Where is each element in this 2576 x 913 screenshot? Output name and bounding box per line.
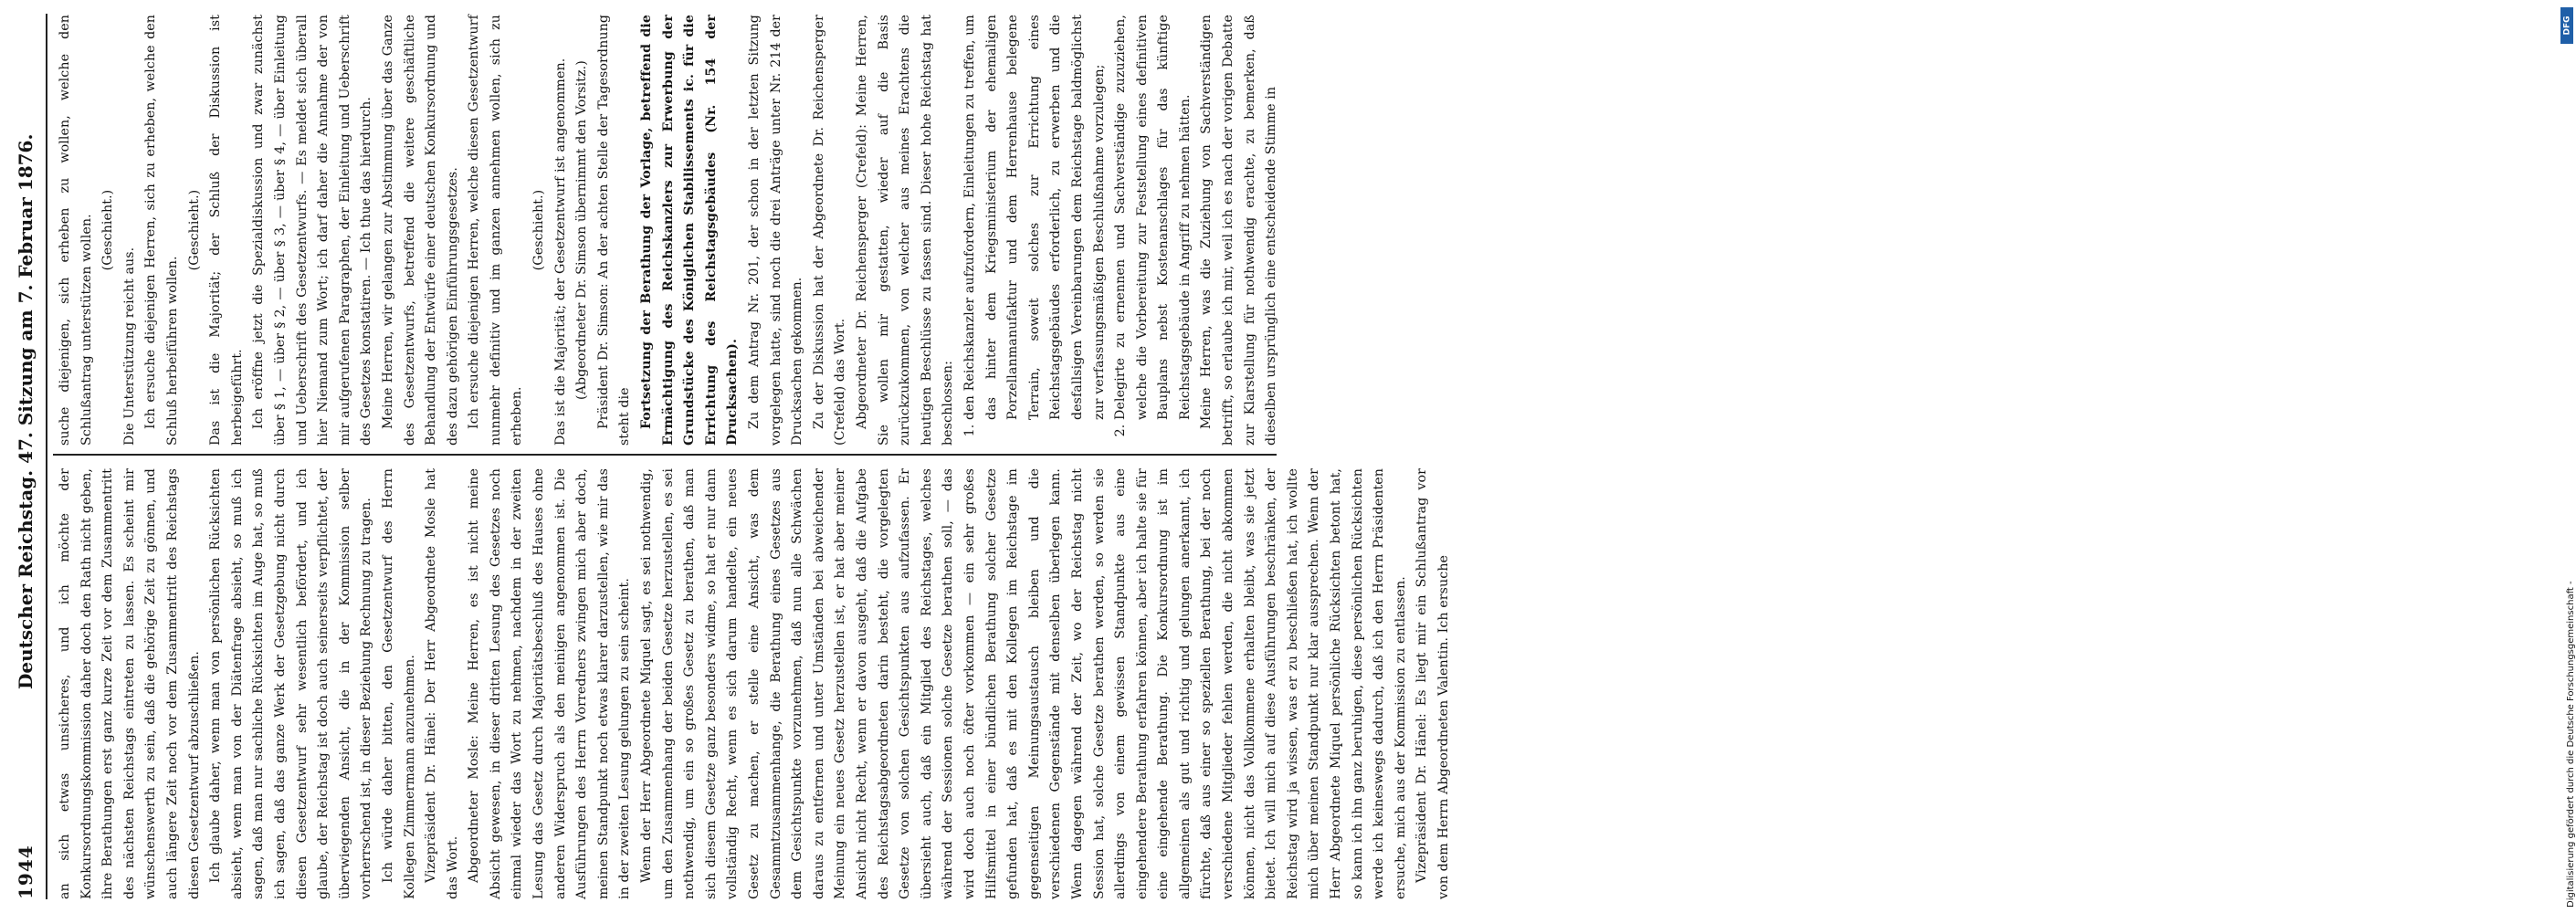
header-rule: [46, 14, 47, 899]
paragraph: an sich etwas unsicheres, und ich möchte der Konkursordnungskommission daher doch den Rath nicht geben, ihre Berathungen erst ganz kurze Zeit vor dem Zusammentritt des nächsten Reichstags eintreten zu lassen. Es scheint mir wünschenswerth zu sein, daß die gehörige Zeit zu gönnen, und auch längere Zeit noch vor dem Zusammentritt des Reichstags diesen Gesetzentwurf abzuschließen.: [58, 468, 202, 899]
stage-direction: (Geschieht.): [531, 189, 547, 271]
page-header: [7, 14, 44, 899]
paragraph: Wenn der Herr Abgeordnete Miquel sagt, es sei nothwendig, um den Zusammenhang der beiden Gesetze herzustellen, es sei nothwendig, um ein so großes Gesetz zu berathen, daß man sich diesem Gesetze ganz besonders widme, so hat er nur dann vollständig Recht, wenn es sich darum handelte, ein neues Gesetz zu machen, er stelle eine Ansicht, was dem Gesammtzusammenhange, die Berathung eines Gesetzes aus dem Gesichtspunkte vorzunehmen, daß nun alle Schwächen daraus zu entfernen und unter Umständen bei abweichender Meinung ein neues Gesetz herzustellen ist, er hat aber meiner Ansicht nicht Recht, wenn er davon ausgeht, daß die Aufgabe des Reichstagsabgeordneten darin besteht, die vorgelegten Gesetze von solchen Gesichtspunkten aus aufzufassen. Er übersieht auch, daß ein Mitglied des Reichstages, welches während der Sessionen solche Gesetze berathen soll, — das wird doch auch noch öfter vorkommen — ein sehr großes Hilfsmittel in einer bündlichen Berathung solcher Gesetze gefunden hat, daß es mit den Kollegen im Reichstage im gegenseitigen Meinungsaustausch bleiben und die verschiedenen Gegenstände mit denselben überlegen kann. Wenn dagegen während der Zeit, wo der Reichstag nicht Session hat, solche Gesetze berathen werden, so werden sie allerdings von einem gewissen Standpunkte aus eine eingehendere Berathung erfahren können, aber ich halte sie für eine eingehende Berathung. Die Konkursordnung ist im allgemeinen als gut und richtig und gelungen anerkannt, ich fürchte, daß aus einer so speziellen Berathung, bei der noch verschiedene Mitglieder fehlen werden, die nicht abkommen können, nicht das Vollkommene erhalten bleibt, was sie jetzt bietet. Ich will mich auf diese Ausführungen beschränken, der Reichstag wird ja wissen, was er zu beschließen hat, ich wollte mich über meinen Standpunkt nur klar aussprechen. Wenn der Herr Abgeordnete Miquel persönliche Rücksichten betont hat, so kann ich ihn ganz beruhigen, diese persönlichen Rücksichten werde ich keineswegs dadurch, daß ich den Herrn Präsidenten ersuche, mich aus der Kommission zu entlassen.: [639, 468, 1408, 899]
list-item: 1. den Reichskanzler aufzufordern, Einleitungen zu treffen, um das hinter dem Kriegsministerium der ehemaligen Porzellanmanufaktur und dem Herrenhause belegene Terrain, soweit solches zur Errichtung eines Reichstagsgebäudes erforderlich, zu erwerben und die desfallsigen Vereinbarungen dem Reichstage baldmöglichst zur verfassungsmäßigen Beschlußnahme vorzulegen;: [960, 15, 1110, 420]
agenda-item-heading: Fortsetzung der Berathung der Vorlage, betreffend die Ermächtigung des Reichskanzlers zur Erwerbung der Grundstücke des Königlichen Stabilissements ic. für die Errichtung des Reichstagsgebäudes (Nr. 154 der Drucksachen).: [639, 15, 741, 446]
paragraph: Das ist die Majorität; der Gesetzentwurf ist angenommen.: [552, 58, 568, 446]
dfg-logo: DFG: [2560, 7, 2573, 44]
paragraph: Präsident Dr. Simson: An der achten Stelle der Tagesordnung steht die: [595, 15, 633, 446]
paragraph: Das ist die Majorität; der Schluß der Diskussion ist herbeigeführt.: [208, 15, 245, 446]
paragraph: Abgeordneter Dr. Reichensperger (Crefeld): Meine Herren, Sie wollen mir gestatten, wieder auf die Basis zurückzukommen, von welcher aus meines Erachtens die heutigen Beschlüsse zu fassen sind. Dieser hohe Reichstag hat beschlossen:: [854, 15, 956, 446]
list-item: 2. Delegirte zu ernennen und Sachverständige zuzuziehen, welche die Vorbereitung zur Feststellung eines definitiven Bauplans nebst Kostenanschlages für das künftige Reichstagsgebäude in Angriff zu nehmen hätten.: [1110, 15, 1196, 420]
paragraph: Abgeordneter Mosle: Meine Herren, es ist nicht meine Absicht gewesen, in dieser dritten Lesung des Gesetzes noch einmal wieder das Wort zu nehmen, nachdem in der zweiten Lesung das Gesetz durch Majoritätsbeschluß des Hauses ohne anderen Widerspruch als den meinigen angenommen ist. Die Ausführungen des Herrn Vorredners zwingen mich aber doch, meinen Standpunkt noch etwas klarer darzustellen, wie mir das in der zweiten Lesung gelungen zu sein scheint.: [467, 468, 633, 899]
digitization-credit: Digitalisierung gefördert durch die Deutsche Forschungsgemeinschaft -: [2566, 581, 2576, 908]
left-column: [55, 468, 1451, 899]
paragraph: Meine Herren, wir gelangen zur Abstimmung über das Ganze des Gesetzentwurfs, betreffend die weitere geschäftliche Behandlung der Entwürfe einer deutschen Konkursordnung und des dazu gehörigen Einführungsgesetzes.: [380, 15, 460, 446]
rotated-page: [7, 14, 1451, 899]
paragraph: Vizepräsident Dr. Hänel: Es liegt mir ein Schlußantrag vor von dem Herrn Abgeordneten Valentin. Ich ersuche: [1414, 468, 1451, 899]
paragraph: Die Unterstützung reicht aus.: [121, 247, 137, 446]
paragraph: Ich eröffne jetzt die Spezialdiskussion und zwar zunächst über § 1, — über § 2, — über § 3, — über § 4, — über Einleitung und Ueberschrift des Gesetzentwurfs. — Es meldet sich überall hier Niemand zum Wort; ich darf daher die Annahme der von mir aufgerufenen Paragraphen, der Einleitung und Ueberschrift des Gesetzes konstatiren. — Ich thue das hierdurch.: [251, 15, 374, 446]
paragraph: Meine Herren, was die Zuziehung von Sachverständigen betrifft, so erlaube ich mir, weil ich es nach der vorigen Debatte zur Klarstellung für nothwendig erachte, zu bemerken, daß dieselben ursprünglich eine entscheidende Stimme in: [1199, 15, 1279, 446]
page-title: Deutscher Reichstag. 47. Sitzung am 7. Februar 1876.: [15, 133, 37, 689]
paragraph: suche diejenigen, sich erheben zu wollen, welche den Schlußantrag unterstützen wollen.: [58, 15, 94, 446]
resolution-list: [960, 15, 1197, 446]
right-column: [55, 15, 1278, 446]
stage-direction: (Abgeordneter Dr. Simson übernimmt den Vorsitz.): [574, 60, 590, 400]
stage-direction: (Geschieht.): [100, 189, 116, 271]
paragraph: Vizepräsident Dr. Hänel: Der Herr Abgeordnete Mosle hat das Wort.: [424, 468, 460, 899]
stage-direction: (Geschieht.): [186, 189, 202, 271]
paragraph: Zu der Diskussion hat der Abgeordnete Dr. Reichensperger (Crefeld) das Wort.: [811, 15, 848, 446]
paragraph: Ich würde daher bitten, den Gesetzentwurf des Herrn Kollegen Zimmermann anzunehmen.: [380, 468, 417, 899]
page-number: 1944: [15, 845, 37, 899]
paragraph: Ich ersuche diejenigen Herren, welche diesen Gesetzentwurf nunmehr definitiv und im ganzen annehmen wollen, sich zu erheben.: [467, 15, 525, 446]
paragraph: Zu dem Antrag Nr. 201, der schon in der letzten Sitzung vorgelegen hatte, sind noch die drei Anträge unter Nr. 214 der Drucksachen gekommen.: [747, 15, 805, 446]
column-divider: [53, 454, 1277, 456]
paragraph: Ich ersuche diejenigen Herren, sich zu erheben, welche den Schluß herbeiführen wollen.: [143, 15, 180, 446]
paragraph: Ich glaube daher, wenn man von persönlichen Rücksichten absieht, wenn man von der Diätenfrage absieht, so muß ich sagen, daß man nur sachliche Rücksichten im Auge hat, so muß ich sagen, daß das ganze Werk der Gesetzgebung nicht durch diesen Gesetzentwurf sehr wesentlich befördert, und ich glaube, der Reichstag ist doch auch seinerseits verpflichtet, der überwiegenden Ansicht, die in der Kommission selber vorherrschend ist, in dieser Beziehung Rechnung zu tragen.: [208, 468, 374, 899]
